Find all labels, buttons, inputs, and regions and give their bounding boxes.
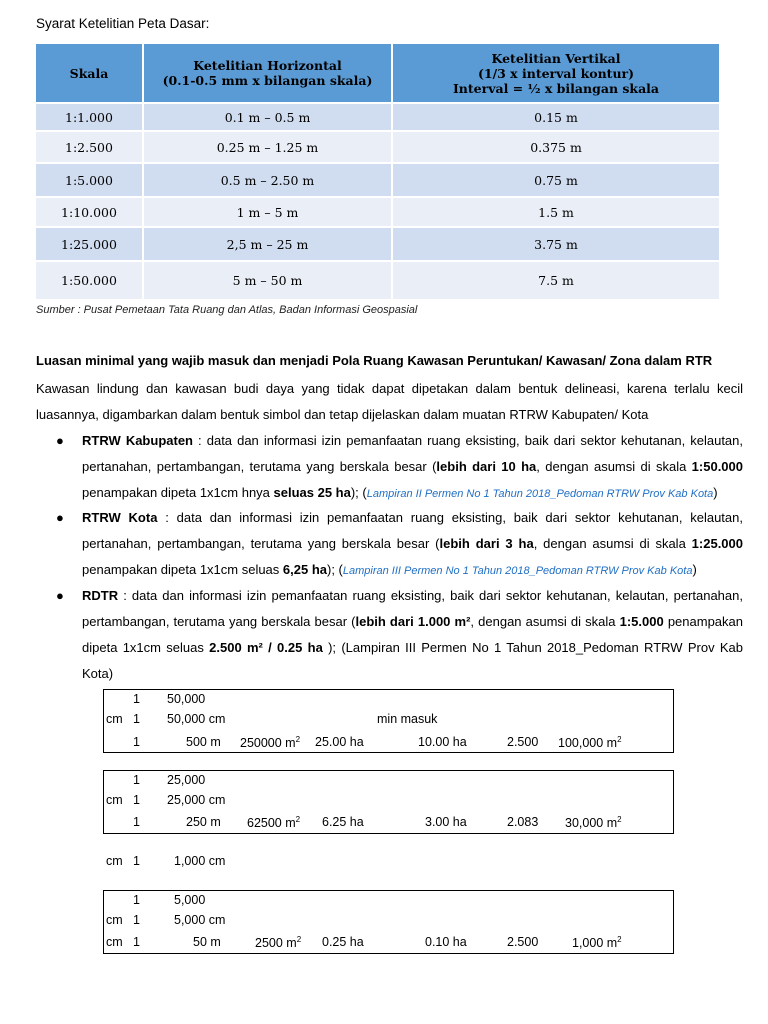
cell-vertical: 0.75 m: [392, 163, 719, 197]
intro-paragraph: Kawasan lindung dan kawasan budi daya yang tidak dapat dipetakan dalam bentuk delineasi, karena terlalu kecil luasannya, digambarkan dalam bentuk simbol dan tetap dijelaskan dalam muatan RTRW Kabupaten/ Kota: [36, 381, 743, 422]
cell-vertical: 3.75 m: [392, 227, 719, 261]
section-title: Luasan minimal yang wajib masuk dan menjadi Pola Ruang Kawasan Peruntukan/ Kawasan/ Zona dalam RTR: [36, 353, 713, 368]
calc-cell: 50,000: [167, 692, 206, 706]
cell-scale: 1:50.000: [36, 261, 143, 299]
loose-cell: cm: [106, 854, 123, 868]
header-horizontal: Ketelitian Horizontal (0.1-0.5 mm x bilangan skala): [143, 44, 392, 103]
bullet-text: RDTR : data dan informasi izin pemanfaatan ruang eksisting, baik dari sektor kehutanan, kelautan, pertanahan, pertambangan, terutama yang berskala besar (lebih dari 1.000 m², dengan asumsi di skala 1:5.000 penampakan dipeta 1x1cm seluas 2.500 m² / 0.25 ha ); (Lampiran III Permen No 1 Tahun 2018_Pedoman RTRW Prov Kab Kota): [82, 588, 744, 681]
calc-cell: cm: [106, 793, 123, 807]
cell-horizontal: 1 m – 5 m: [143, 197, 392, 227]
calc-cell: 100,000 $m^2$: [558, 735, 622, 751]
table-row: [36, 131, 719, 163]
bullet-rtrw-kabupaten: [56, 428, 743, 506]
calc-cell: 500 m: [186, 735, 221, 749]
calc-cell: 1: [133, 913, 140, 927]
bullet-dot-icon: ●: [56, 510, 64, 525]
cell-scale: 1:5.000: [36, 163, 143, 197]
table-row: [36, 163, 719, 197]
calc-cell: 10.00 ha: [418, 735, 467, 749]
reference-link[interactable]: Lampiran III Permen No 1 Tahun 2018_Pedoman RTRW Prov Kab Kota: [342, 565, 693, 577]
bullet-rdtr: [56, 583, 743, 687]
header-skala: Skala: [36, 44, 143, 103]
bullet-term: RDTR: [82, 588, 119, 603]
calc-cell: 1: [133, 692, 140, 706]
cell-vertical: 0.15 m: [392, 103, 719, 131]
cell-horizontal: 0.25 m – 1.25 m: [143, 131, 392, 163]
header-vertical: Ketelitian Vertikal (1/3 x interval kontur) Interval = ½ x bilangan skala: [392, 44, 719, 103]
bullet-text: RTRW Kabupaten : data dan informasi izin pemanfaatan ruang eksisting, baik dari sektor kehutanan, kelautan, pertanahan, pertambangan, terutama yang berskala besar (lebih dari 10 ha, dengan asumsi di skala 1:50.000 penampakan dipeta 1x1cm hnya seluas 25 ha); (Lampiran II Permen No 1 Tahun 2018_Pedoman RTRW Prov Kab Kota): [82, 433, 743, 500]
calc-cell: 0.25 ha: [322, 935, 364, 949]
cell-horizontal: 0.1 m – 0.5 m: [143, 103, 392, 131]
reference-link[interactable]: Lampiran II Permen No 1 Tahun 2018_Pedoman RTRW Prov Kab Kota: [366, 488, 714, 500]
bullet-dot-icon: ●: [56, 433, 64, 448]
calc-cell: 0.10 ha: [425, 935, 467, 949]
calc-cell: 25.00 ha: [315, 735, 364, 749]
calc-cell: 1: [133, 893, 140, 907]
table-row: [36, 197, 719, 227]
cell-scale: 1:2.500: [36, 131, 143, 163]
bullet-dot-icon: ●: [56, 588, 64, 603]
table-header-row: [36, 44, 719, 103]
calc-cell: 1: [133, 712, 140, 726]
calc-cell: 25,000 cm: [167, 793, 226, 807]
calc-cell: 3.00 ha: [425, 815, 467, 829]
calc-cell: 25,000: [167, 773, 206, 787]
cell-horizontal: 2,5 m – 25 m: [143, 227, 392, 261]
calc-cell: 5,000: [174, 893, 206, 907]
calc-cell: 5,000 cm: [174, 913, 226, 927]
calc-cell: 250000 $m^2$: [240, 735, 301, 751]
cell-scale: 1:25.000: [36, 227, 143, 261]
cell-scale: 1:1.000: [36, 103, 143, 131]
calc-cell: 1: [133, 735, 140, 749]
calc-cell: cm: [106, 935, 123, 949]
bullet-term: RTRW Kota: [82, 510, 158, 525]
accuracy-table: [36, 44, 719, 299]
calc-cell: cm: [106, 712, 123, 726]
calc-cell: 2500 $m^2$: [255, 935, 302, 951]
calc-cell: 1: [133, 935, 140, 949]
table-row: [36, 227, 719, 261]
calc-cell: 62500 $m^2$: [247, 815, 301, 831]
calc-cell: 6.25 ha: [322, 815, 364, 829]
calc-cell: 50 m: [193, 935, 221, 949]
calc-cell: 250 m: [186, 815, 221, 829]
calc-cell: min masuk: [377, 712, 438, 726]
cell-vertical: 0.375 m: [392, 131, 719, 163]
cell-horizontal: 5 m – 50 m: [143, 261, 392, 299]
calc-cell: 2.500: [507, 735, 539, 749]
table-row: [36, 103, 719, 131]
document-heading: Syarat Ketelitian Peta Dasar:: [36, 16, 210, 31]
cell-vertical: 1.5 m: [392, 197, 719, 227]
calc-cell: 1: [133, 815, 140, 829]
loose-cell: 1: [133, 854, 140, 868]
cell-scale: 1:10.000: [36, 197, 143, 227]
table-row: [36, 261, 719, 299]
table-source-note: Sumber : Pusat Pemetaan Tata Ruang dan Atlas, Badan Informasi Geospasial: [36, 304, 418, 316]
bullet-term: RTRW Kabupaten: [82, 433, 193, 448]
cell-vertical: 7.5 m: [392, 261, 719, 299]
bullet-rtrw-kota: [56, 505, 743, 583]
loose-cell: 1,000 cm: [174, 854, 226, 868]
calc-cell: 30,000 $m^2$: [565, 815, 622, 831]
calc-cell: 2.083: [507, 815, 539, 829]
calc-cell: 1: [133, 773, 140, 787]
calc-cell: 50,000 cm: [167, 712, 226, 726]
calc-cell: cm: [106, 913, 123, 927]
cell-horizontal: 0.5 m – 2.50 m: [143, 163, 392, 197]
bullet-text: RTRW Kota : data dan informasi izin pemanfaatan ruang eksisting, baik dari sektor kehutanan, kelautan, pertanahan, pertambangan, terutama yang berskala besar (lebih dari 3 ha, dengan asumsi di skala 1:25.000 penampakan dipeta 1x1cm seluas 6,25 ha); (Lampiran III Permen No 1 Tahun 2018_Pedoman RTRW Prov Kab Kota): [82, 510, 743, 577]
calc-cell: 2.500: [507, 935, 539, 949]
calc-cell: 1,000 $m^2$: [572, 935, 622, 951]
calc-cell: 1: [133, 793, 140, 807]
